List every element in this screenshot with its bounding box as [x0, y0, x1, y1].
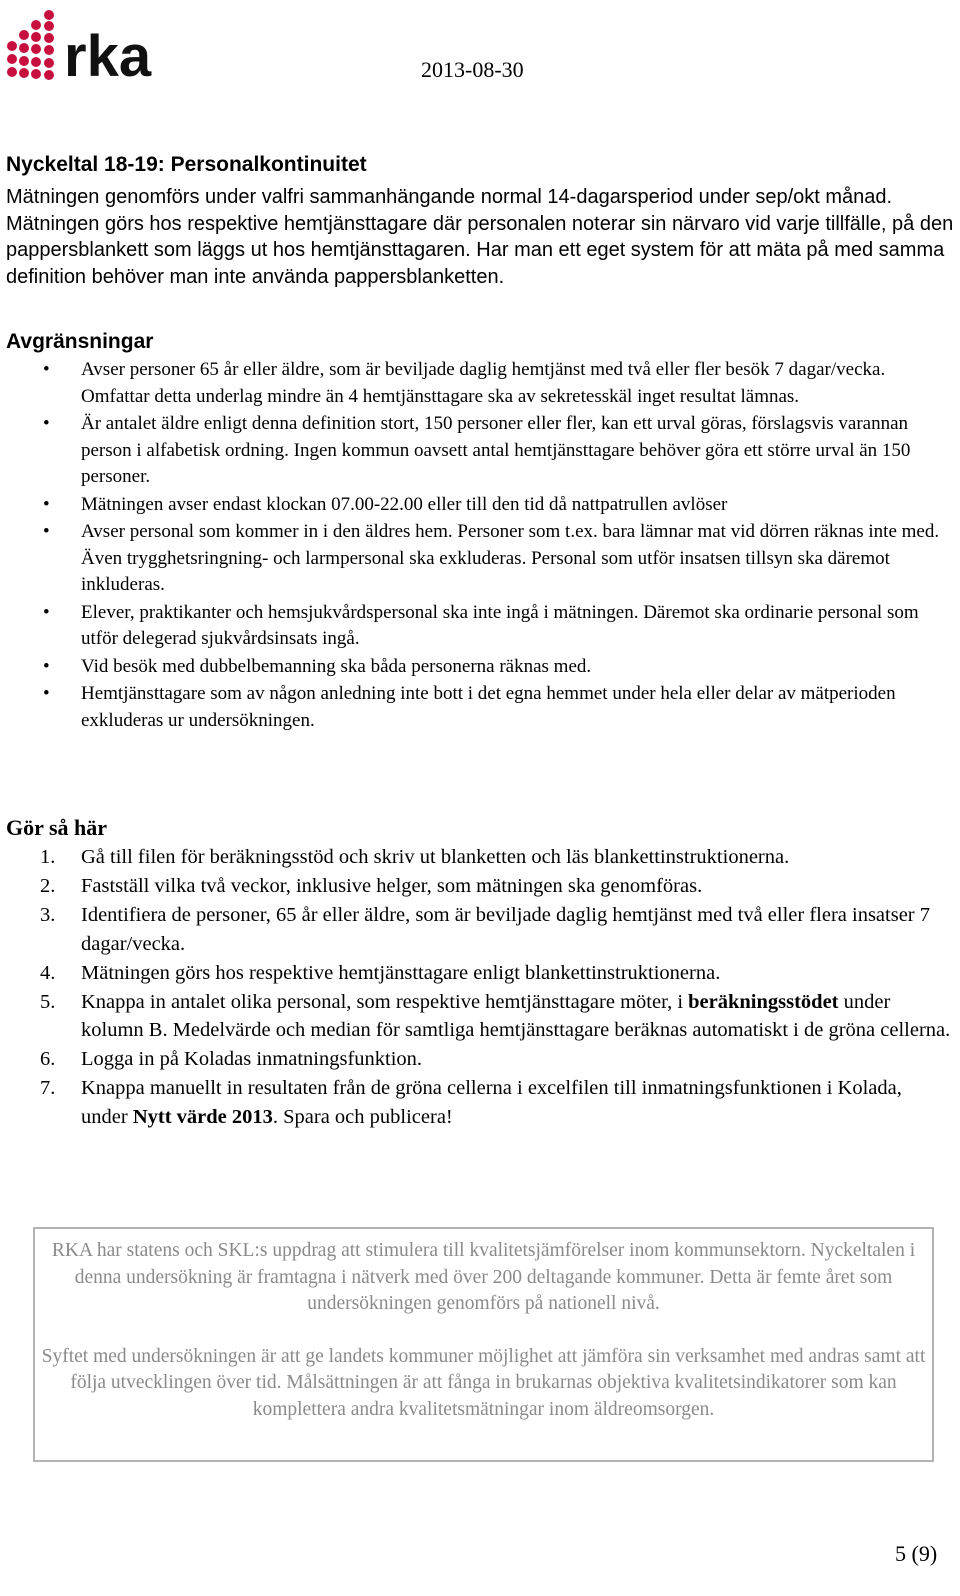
step-item: 4. Mätningen görs hos respektive hemtjänsttagare enligt blankettinstruktionerna. [40, 961, 721, 984]
step-item: 2. Fastställ vilka två veckor, inklusive helger, som mätningen ska genomföras. [40, 875, 703, 897]
bold-term: beräkningsstödet [688, 990, 839, 1013]
limitations-list [0, 357, 952, 735]
bullet-dot: • [43, 655, 50, 677]
list-item: • Mätningen avser endast klockan 07.00-22.00 eller till den tid då nattpatrullen avlöser [0, 492, 952, 519]
logo-text: rka [64, 24, 152, 80]
page-number: 5 (9) [895, 1541, 938, 1566]
bullet-dot: • [43, 413, 50, 434]
step-item: 3. Identifiera de personer, 65 år eller äldre, som är beviljade daglig hemtjänst med två eller flera insatser 7 dagar/vecka. [40, 904, 931, 955]
section-title-limitations: Avgränsningar [6, 330, 154, 353]
info-box [33, 1227, 934, 1462]
bullet-dot: • [43, 359, 50, 380]
bullet-dot: • [43, 521, 50, 542]
bold-term: Nytt värde 2013 [132, 1105, 273, 1128]
section-title-how-to: Gör så här [6, 815, 108, 840]
howto-steps [0, 843, 952, 1132]
bullet-dot: • [43, 601, 50, 623]
step-item: 5. Knappa in antalet olika personal, som respektive hemtjänsttagare möter, i beräkningsstödet under kolumn B. Medelvärde och median för samtliga hemtjänsttagare beräknas automatiskt i de gröna cellerna. [40, 990, 951, 1041]
step-item: 6. Logga in på Koladas inmatningsfunktion. [40, 1048, 423, 1070]
bullet-dot: • [43, 683, 50, 704]
list-item: • Hemtjänsttagare som av någon anledning inte bott i det egna hemmet under hela eller delar av mätperioden exkluderas ur undersökningen. [43, 683, 896, 731]
step-item: 1. Gå till filen för beräkningsstöd och skriv ut blanketten och läs blankettinstruktionerna. [40, 846, 790, 868]
document-date: 2013-08-30 [421, 57, 524, 82]
list-item: • Vid besök med dubbelbemanning ska båda personerna räknas med. [0, 654, 952, 681]
list-item: • Elever, praktikanter och hemsjukvårdspersonal ska inte ingå i mätningen. Däremot ska ordinarie personal som utför delegerad sjukvårdsinsats ingå. [43, 601, 919, 649]
info-paragraph-2: Syftet med undersökningen är att ge landets kommuner möjlighet att jämföra sin verksamhet med andras samt att följa utvecklingen över tid. Målsättningen är att fånga in brukarnas objektiva kvalitetsindikatorer som kan komplettera andra kvalitetsmätningar inom äldreomsorgen. [41, 1345, 926, 1420]
list-item: • Är antalet äldre enligt denna definition stort, 150 personer eller fler, kan ett urval göras, förslagsvis varannan person i alfabetisk ordning. Ingen kommun oavsett antal hemtjänsttagare behöver göra ett större urval än 150 personer. [43, 413, 911, 487]
list-item: • Avser personer 65 år eller äldre, som är beviljade daglig hemtjänst med två eller fler besök 7 dagar/vecka. Omfattar detta underlag mindre än 4 hemtjänsttagare ska av sekretesskäl inget resultat lämnas. [43, 359, 886, 407]
section-title-personnel-continuity: Nyckeltal 18-19: Personalkontinuitet [6, 153, 367, 176]
info-paragraph-1: RKA har statens och SKL:s uppdrag att stimulera till kvalitetsjämförelser inom kommunsektorn. Nyckeltalen i denna undersökning är framtagna i nätverk med över 200 deltagande kommuner. Detta är femte året som undersökningen genomförs på nationell nivå. [51, 1240, 916, 1314]
step-item: 7. Knappa manuellt in resultaten från de gröna cellerna i excelfilen till inmatningsfunktionen i Kolada, under Nytt värde 2013. Spara och publicera! [40, 1077, 902, 1128]
logo-dots [7, 10, 54, 80]
intro-paragraph: Mätningen genomförs under valfri sammanhängande normal 14-dagarsperiod under sep/okt månad. Mätningen görs hos respektive hemtjänsttagare där personalen noterar sin närvaro vid varje tillfälle, på den pappersblankett som läggs ut hos hemtjänsttagaren. Har man ett eget system för att mäta på med samma definition behöver man inte använda pappersblanketten. [6, 186, 954, 288]
list-item: • Avser personal som kommer in i den äldres hem. Personer som t.ex. bara lämnar mat vid dörren räknas inte med. Även trygghetsringning- och larmpersonal ska exkluderas. Personal som utför insatsen tillsyn ska däremot inkluderas. [43, 521, 940, 595]
rka-logo [4, 8, 169, 80]
bullet-dot: • [43, 493, 50, 515]
